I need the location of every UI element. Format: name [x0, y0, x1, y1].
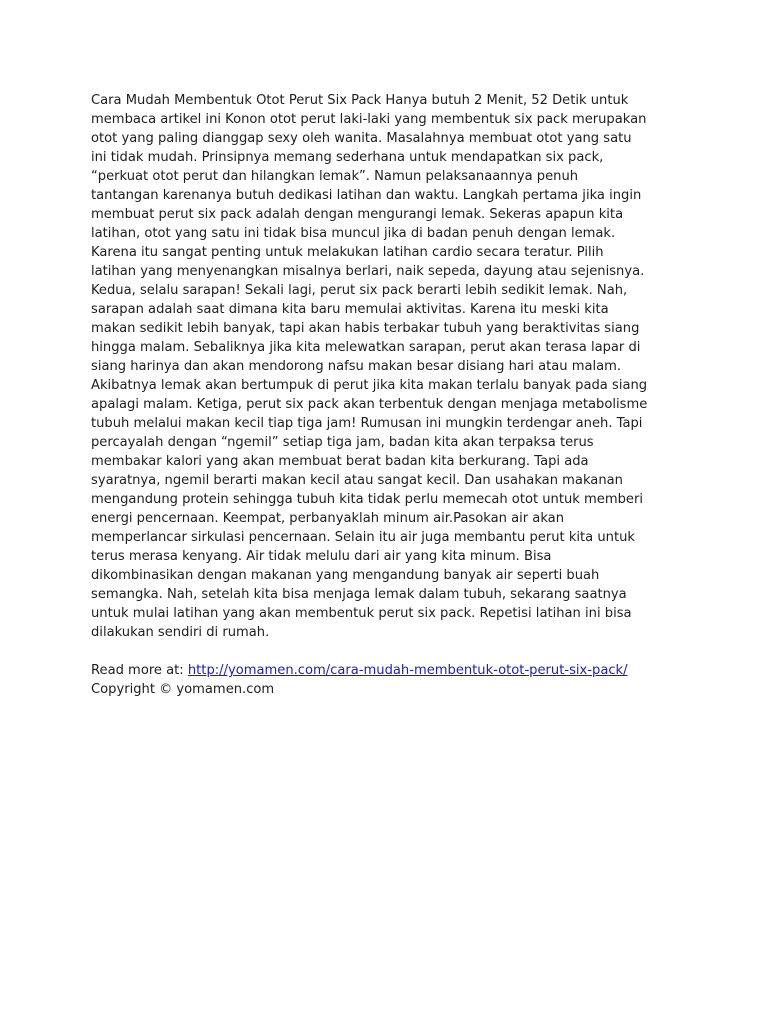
article-line: energi pencernaan. Keempat, perbanyaklah minum air.Pasokan air akan — [91, 511, 564, 526]
article-line: latihan yang menyenangkan misalnya berlari, naik sepeda, dayung atau sejenisnya. — [91, 264, 645, 279]
read-more-line — [91, 661, 691, 680]
article-line: “perkuat otot perut dan hilangkan lemak”. Namun pelaksanaannya penuh — [91, 169, 579, 184]
article-line: sarapan adalah saat dimana kita baru memulai aktivitas. Karena itu meski kita — [91, 302, 609, 317]
article-line: Kedua, selalu sarapan! Sekali lagi, perut six pack berarti lebih sedikit lemak. Nah, — [91, 283, 628, 298]
article-line: mengandung protein sehingga tubuh kita tidak perlu memecah otot untuk memberi — [91, 492, 643, 507]
article-line: terus merasa kenyang. Air tidak melulu dari air yang kita minum. Bisa — [91, 549, 552, 564]
article-line: ini tidak mudah. Prinsipnya memang sederhana untuk mendapatkan six pack, — [91, 150, 604, 165]
article-line: membuat perut six pack adalah dengan mengurangi lemak. Sekeras apapun kita — [91, 207, 624, 222]
article-line: dikombinasikan dengan makanan yang mengandung banyak air seperti buah — [91, 568, 600, 583]
article-line: siang harinya dan akan mendorong nafsu makan besar disiang hari atau malam. — [91, 359, 622, 374]
copyright-text: Copyright © yomamen.com — [91, 682, 275, 697]
article-line: apalagi malam. Ketiga, perut six pack akan terbentuk dengan menjaga metabolisme — [91, 397, 648, 412]
article-line: latihan, otot yang satu ini tidak bisa muncul jika di badan penuh dengan lemak. — [91, 226, 616, 241]
article-line: membakar kalori yang akan membuat berat badan kita berkurang. Tapi ada — [91, 454, 589, 469]
read-more-label: Read more at: — [91, 663, 188, 678]
article-line: otot yang paling dianggap sexy oleh wanita. Masalahnya membuat otot yang satu — [91, 131, 632, 146]
article-line: Akibatnya lemak akan bertumpuk di perut jika kita makan terlalu banyak pada siang — [91, 378, 648, 393]
article-line: tantangan karenanya butuh dedikasi latihan dan waktu. Langkah pertama jika ingin — [91, 188, 642, 203]
article-line: semangka. Nah, setelah kita bisa menjaga lemak dalam tubuh, sekarang saatnya — [91, 587, 627, 602]
document-content — [91, 91, 691, 699]
article-line: untuk mulai latihan yang akan membentuk perut six pack. Repetisi latihan ini bisa — [91, 606, 632, 621]
article-line: membaca artikel ini Konon otot perut laki-laki yang membentuk six pack merupakan — [91, 112, 647, 127]
article-line: hingga malam. Sebaliknya jika kita melewatkan sarapan, perut akan terasa lapar di — [91, 340, 641, 355]
article-line: syaratnya, ngemil berarti makan kecil atau sangat kecil. Dan usahakan makanan — [91, 473, 623, 488]
article-line: Cara Mudah Membentuk Otot Perut Six Pack Hanya butuh 2 Menit, 52 Detik untuk — [91, 93, 629, 108]
article-line: tubuh melalui makan kecil tiap tiga jam! Rumusan ini mungkin terdengar aneh. Tapi — [91, 416, 643, 431]
article-line: dilakukan sendiri di rumah. — [91, 625, 270, 640]
article-line: memperlancar sirkulasi pencernaan. Selain itu air juga membantu perut kita untuk — [91, 530, 635, 545]
paragraph-gap — [91, 642, 691, 661]
article-body — [91, 91, 691, 642]
read-more-link[interactable]: http://yomamen.com/cara-mudah-membentuk-otot-perut-six-pack/ — [187, 663, 628, 678]
article-line: makan sedikit lebih banyak, tapi akan habis terbakar tubuh yang beraktivitas siang — [91, 321, 640, 336]
article-line: Karena itu sangat penting untuk melakukan latihan cardio secara teratur. Pilih — [91, 245, 604, 260]
article-line: percayalah dengan “ngemil” setiap tiga jam, badan kita akan terpaksa terus — [91, 435, 594, 450]
